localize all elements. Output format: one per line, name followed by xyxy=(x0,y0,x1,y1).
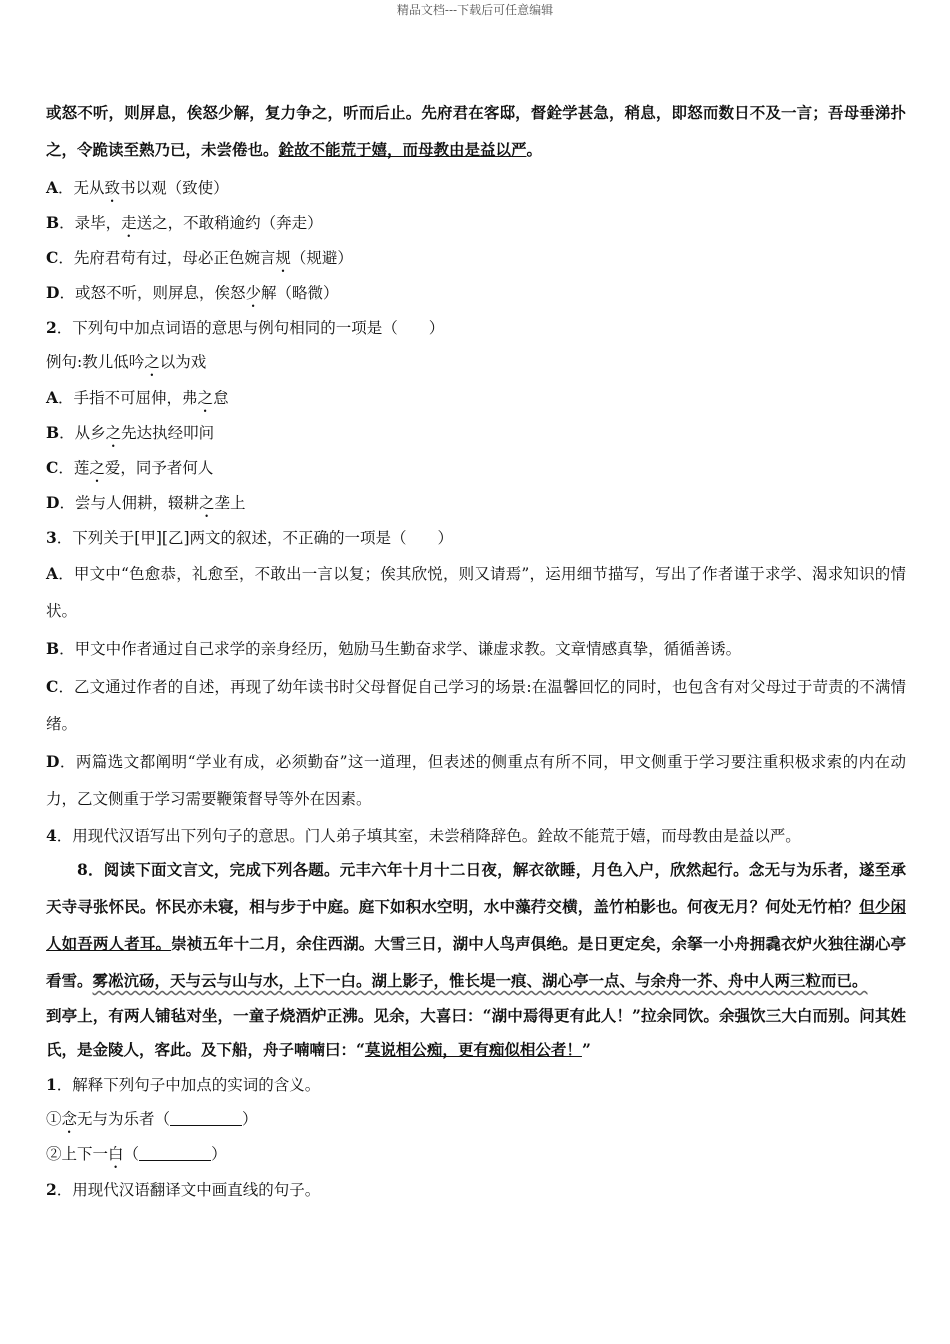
passage-underlined-sentence: 銓故不能荒于嬉，而母教由是益以严 xyxy=(278,140,527,159)
option-d: D．或怒不听，则屏息，俟怒少解（略微） xyxy=(46,283,339,302)
sub1-item-2: ②上下一白（ ） xyxy=(46,1145,227,1163)
q2-stem: 2．下列句中加点词语的意思与例句相同的一项是（ ） xyxy=(46,318,445,337)
dotted-word: 念 xyxy=(61,1110,78,1128)
q3-option-c: C．乙文通过作者的自述，再现了幼年读书时父母督促自己学习的场景:在温馨回忆的同时，也包含有对父母过于苛责的不满情绪。 xyxy=(46,677,906,733)
dotted-word: 之 xyxy=(197,389,214,407)
document-body xyxy=(46,94,906,1207)
q4-stem: 4．用现代汉语写出下列句子的意思。门人弟子填其室，未尝稍降辞色。銓故不能荒于嬉，而母教由是益以严。 xyxy=(46,826,801,845)
dotted-word: 白 xyxy=(108,1145,124,1163)
q2-example: 例句:教儿低吟之以为戏 xyxy=(46,353,207,371)
q2-option-a: A．手指不可屈伸，弗之怠 xyxy=(46,388,229,407)
q3-option-a: A．甲文中“色愈恭，礼愈至，不敢出一言以复；俟其欣悦，则又请焉”，运用细节描写，写出了作者谨于求学、渴求知识的情状。 xyxy=(46,564,906,620)
page-header: 精品文档---下载后可任意编辑 xyxy=(396,3,554,17)
dotted-word: 之 xyxy=(144,353,160,371)
dotted-word: 走 xyxy=(121,214,137,232)
q3-stem: 3．下列关于[甲][乙]两文的叙述，不正确的一项是（ ） xyxy=(46,528,453,547)
sub1-stem: 1．解释下列句子中加点的实词的含义。 xyxy=(46,1075,321,1094)
q3-option-b: B．甲文中作者通过自己求学的亲身经历，勉励马生勤奋求学、谦虚求教。文章情感真挚，循循善诱。 xyxy=(46,639,742,658)
q8-passage: 8．阅读下面文言文，完成下列各题。元丰六年十月十二日夜，解衣欲睡，月色入户，欣然起行。念无与为乐者，遂至承天寺寻张怀民。怀民亦未寝，相与步于中庭。庭下如积水空明，水中藻荇交横，盖竹柏影也。何夜无月？何处无竹柏？但少闲人如吾两人者耳。崇祯五年十二月，余住西湖。大雪三日，湖中人鸟声俱绝。是日更定矣，余拏一小舟拥毳衣炉火独往湖心亭看雪。雾凇沆砀，天与云与山与水，上下一白。湖上影子，惟长堤一痕、湖心亭一点、与余舟一芥、舟中人两三粒而已。 xyxy=(46,860,906,990)
sub2-stem: 2．用现代汉语翻译文中画直线的句子。 xyxy=(46,1180,321,1199)
dotted-word: 规 xyxy=(275,249,291,267)
dotted-word: 之 xyxy=(105,424,122,442)
dotted-word: 之 xyxy=(198,494,215,512)
q2-option-c: C．莲之爱，同予者何人 xyxy=(46,458,214,477)
q8-passage-continued: 到亭上，有两人铺毡对坐，一童子烧酒炉正沸。见余，大喜曰：“湖中焉得更有此人！”拉余同饮。余强饮三大白而别。问其姓氏，是金陵人，客此。及下船，舟子喃喃曰：“莫说相公痴，更有痴似相公者！” xyxy=(46,1006,906,1059)
answer-blank[interactable] xyxy=(139,1144,211,1161)
wavy-underlined-sentence: 雾凇沆砀，天与云与山与水，上下一白。湖上影子，惟长堤一痕、湖心亭一点、与余舟一芥、舟中人两三粒而已。 xyxy=(92,971,868,990)
q2-option-b: B．从乡之先达执经叩问 xyxy=(46,423,215,442)
option-a: A．无从致书以观（致使） xyxy=(46,178,229,197)
option-b: B．录毕，走送之，不敢稍逾约（奔走） xyxy=(46,213,323,232)
sub1-item-1: ①念无与为乐者（ ） xyxy=(46,1110,258,1128)
underlined-sentence: 但少闲人如吾两人者耳。 xyxy=(46,897,906,953)
underlined-quote: 莫说相公痴，更有痴似相公者！ xyxy=(364,1040,582,1059)
dotted-word: 少 xyxy=(245,284,261,302)
passage-text: 或怒不听，则屏息，俟怒少解，复力争之，听而后止。先府君在客邸，督銓学甚急，稍息，即怒而数日不及一言；吾母垂涕扑之，令跪读至熟乃已，未尝倦也。 xyxy=(46,103,906,159)
dotted-word: 致 xyxy=(104,179,121,197)
dotted-word: 之 xyxy=(89,459,105,477)
option-c: C．先府君苟有过，母必正色婉言规（规避） xyxy=(46,248,353,267)
q2-option-d: D．尝与人佣耕，辍耕之垄上 xyxy=(46,493,246,512)
passage-top: 或怒不听，则屏息，俟怒少解，复力争之，听而后止。先府君在客邸，督銓学甚急，稍息，即怒而数日不及一言；吾母垂涕扑之，令跪读至熟乃已，未尝倦也。銓故不能荒于嬉，而母教由是益以严。 xyxy=(46,103,906,159)
answer-blank[interactable] xyxy=(170,1109,242,1126)
q3-option-d: D．两篇选文都阐明“学业有成，必须勤奋”这一道理，但表述的侧重点有所不同，甲文侧重于学习要注重积极求索的内在动力，乙文侧重于学习需要鞭策督导等外在因素。 xyxy=(46,752,906,808)
q1-options xyxy=(46,170,906,310)
